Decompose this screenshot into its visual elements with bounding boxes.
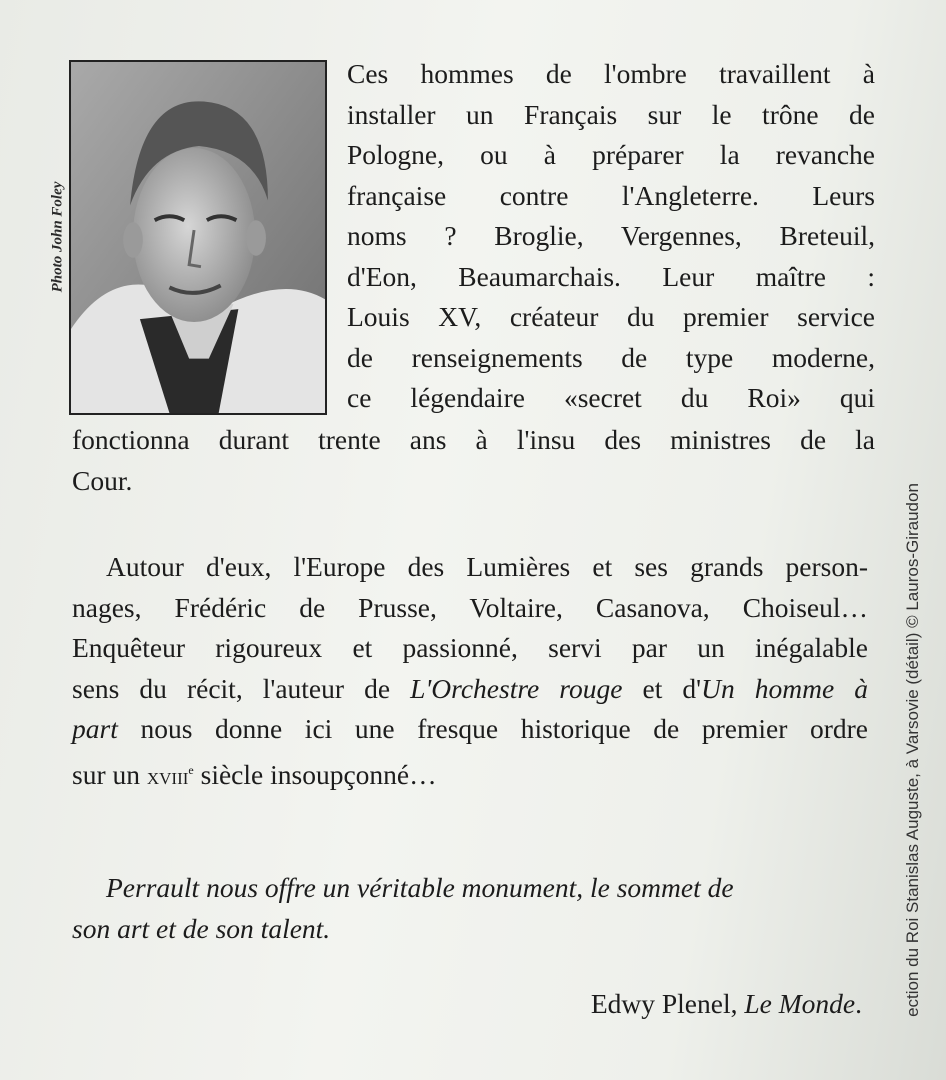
quote-line: son art et de son talent.	[72, 912, 331, 944]
attribution-publication: Le Monde	[744, 988, 856, 1019]
text-line: installer un Français sur le trône de	[347, 98, 875, 130]
text-line: d'Eon, Beaumarchais. Leur maître :	[347, 260, 875, 292]
quote-attribution	[591, 988, 862, 1020]
photo-credit: Photo John Foley	[49, 181, 66, 293]
century-superscript: e	[188, 762, 194, 777]
text-run: sens du récit, l'auteur de	[72, 672, 411, 704]
text-line	[72, 709, 868, 750]
portrait-image	[71, 62, 325, 413]
text-line: Cour.	[72, 464, 133, 496]
book-title-homme-a-part: Un homme à	[701, 672, 869, 704]
text-line: de renseignements de type moderne,	[347, 341, 875, 373]
text-line: fonctionna durant trente ans à l'insu des ministres de la	[72, 424, 875, 455]
author-photo	[69, 60, 327, 415]
century-numeral: xviii	[146, 763, 189, 790]
book-title-homme-a-part-end: part	[72, 713, 118, 744]
text-run: et d'	[622, 672, 702, 704]
text-line: Pologne, ou à préparer la revanche	[347, 139, 875, 170]
text-line	[72, 669, 868, 710]
paragraph-1-continued	[72, 420, 875, 501]
paragraph-1-beside-photo	[347, 54, 875, 419]
text-line: française contre l'Angleterre. Leurs	[347, 179, 875, 211]
paragraph-2	[72, 547, 868, 797]
text-line	[72, 750, 868, 798]
text-run: sur un	[72, 758, 147, 790]
text-line: Autour d'eux, l'Europe des Lumières et ses grands person-	[106, 551, 868, 582]
text-line: nages, Frédéric de Prusse, Voltaire, Casanova, Choiseul…	[72, 591, 868, 623]
text-line: Enquêteur rigoureux et passionné, servi par un inégalable	[72, 632, 868, 663]
attribution-period: .	[855, 988, 862, 1019]
cover-art-credit: ection du Roi Stanislas Auguste, à Varsovie (détail) © Lauros-Giraudon	[903, 483, 922, 1017]
text-run: siècle insoupçonné…	[193, 758, 437, 790]
text-run: nous donne ici une fresque historique de premier ordre	[117, 713, 868, 744]
book-title-orchestre-rouge: L'Orchestre rouge	[410, 672, 623, 704]
press-quote	[72, 868, 867, 949]
text-line: noms ? Broglie, Vergennes, Breteuil,	[347, 220, 875, 251]
text-line: ce légendaire «secret du Roi» qui	[347, 382, 875, 413]
attribution-author: Edwy Plenel,	[590, 988, 745, 1019]
text-line: Ces hommes de l'ombre travaillent à	[347, 58, 875, 89]
text-line: Louis XV, créateur du premier service	[347, 301, 875, 332]
quote-line: Perrault nous offre un véritable monument, le sommet de	[106, 872, 734, 903]
